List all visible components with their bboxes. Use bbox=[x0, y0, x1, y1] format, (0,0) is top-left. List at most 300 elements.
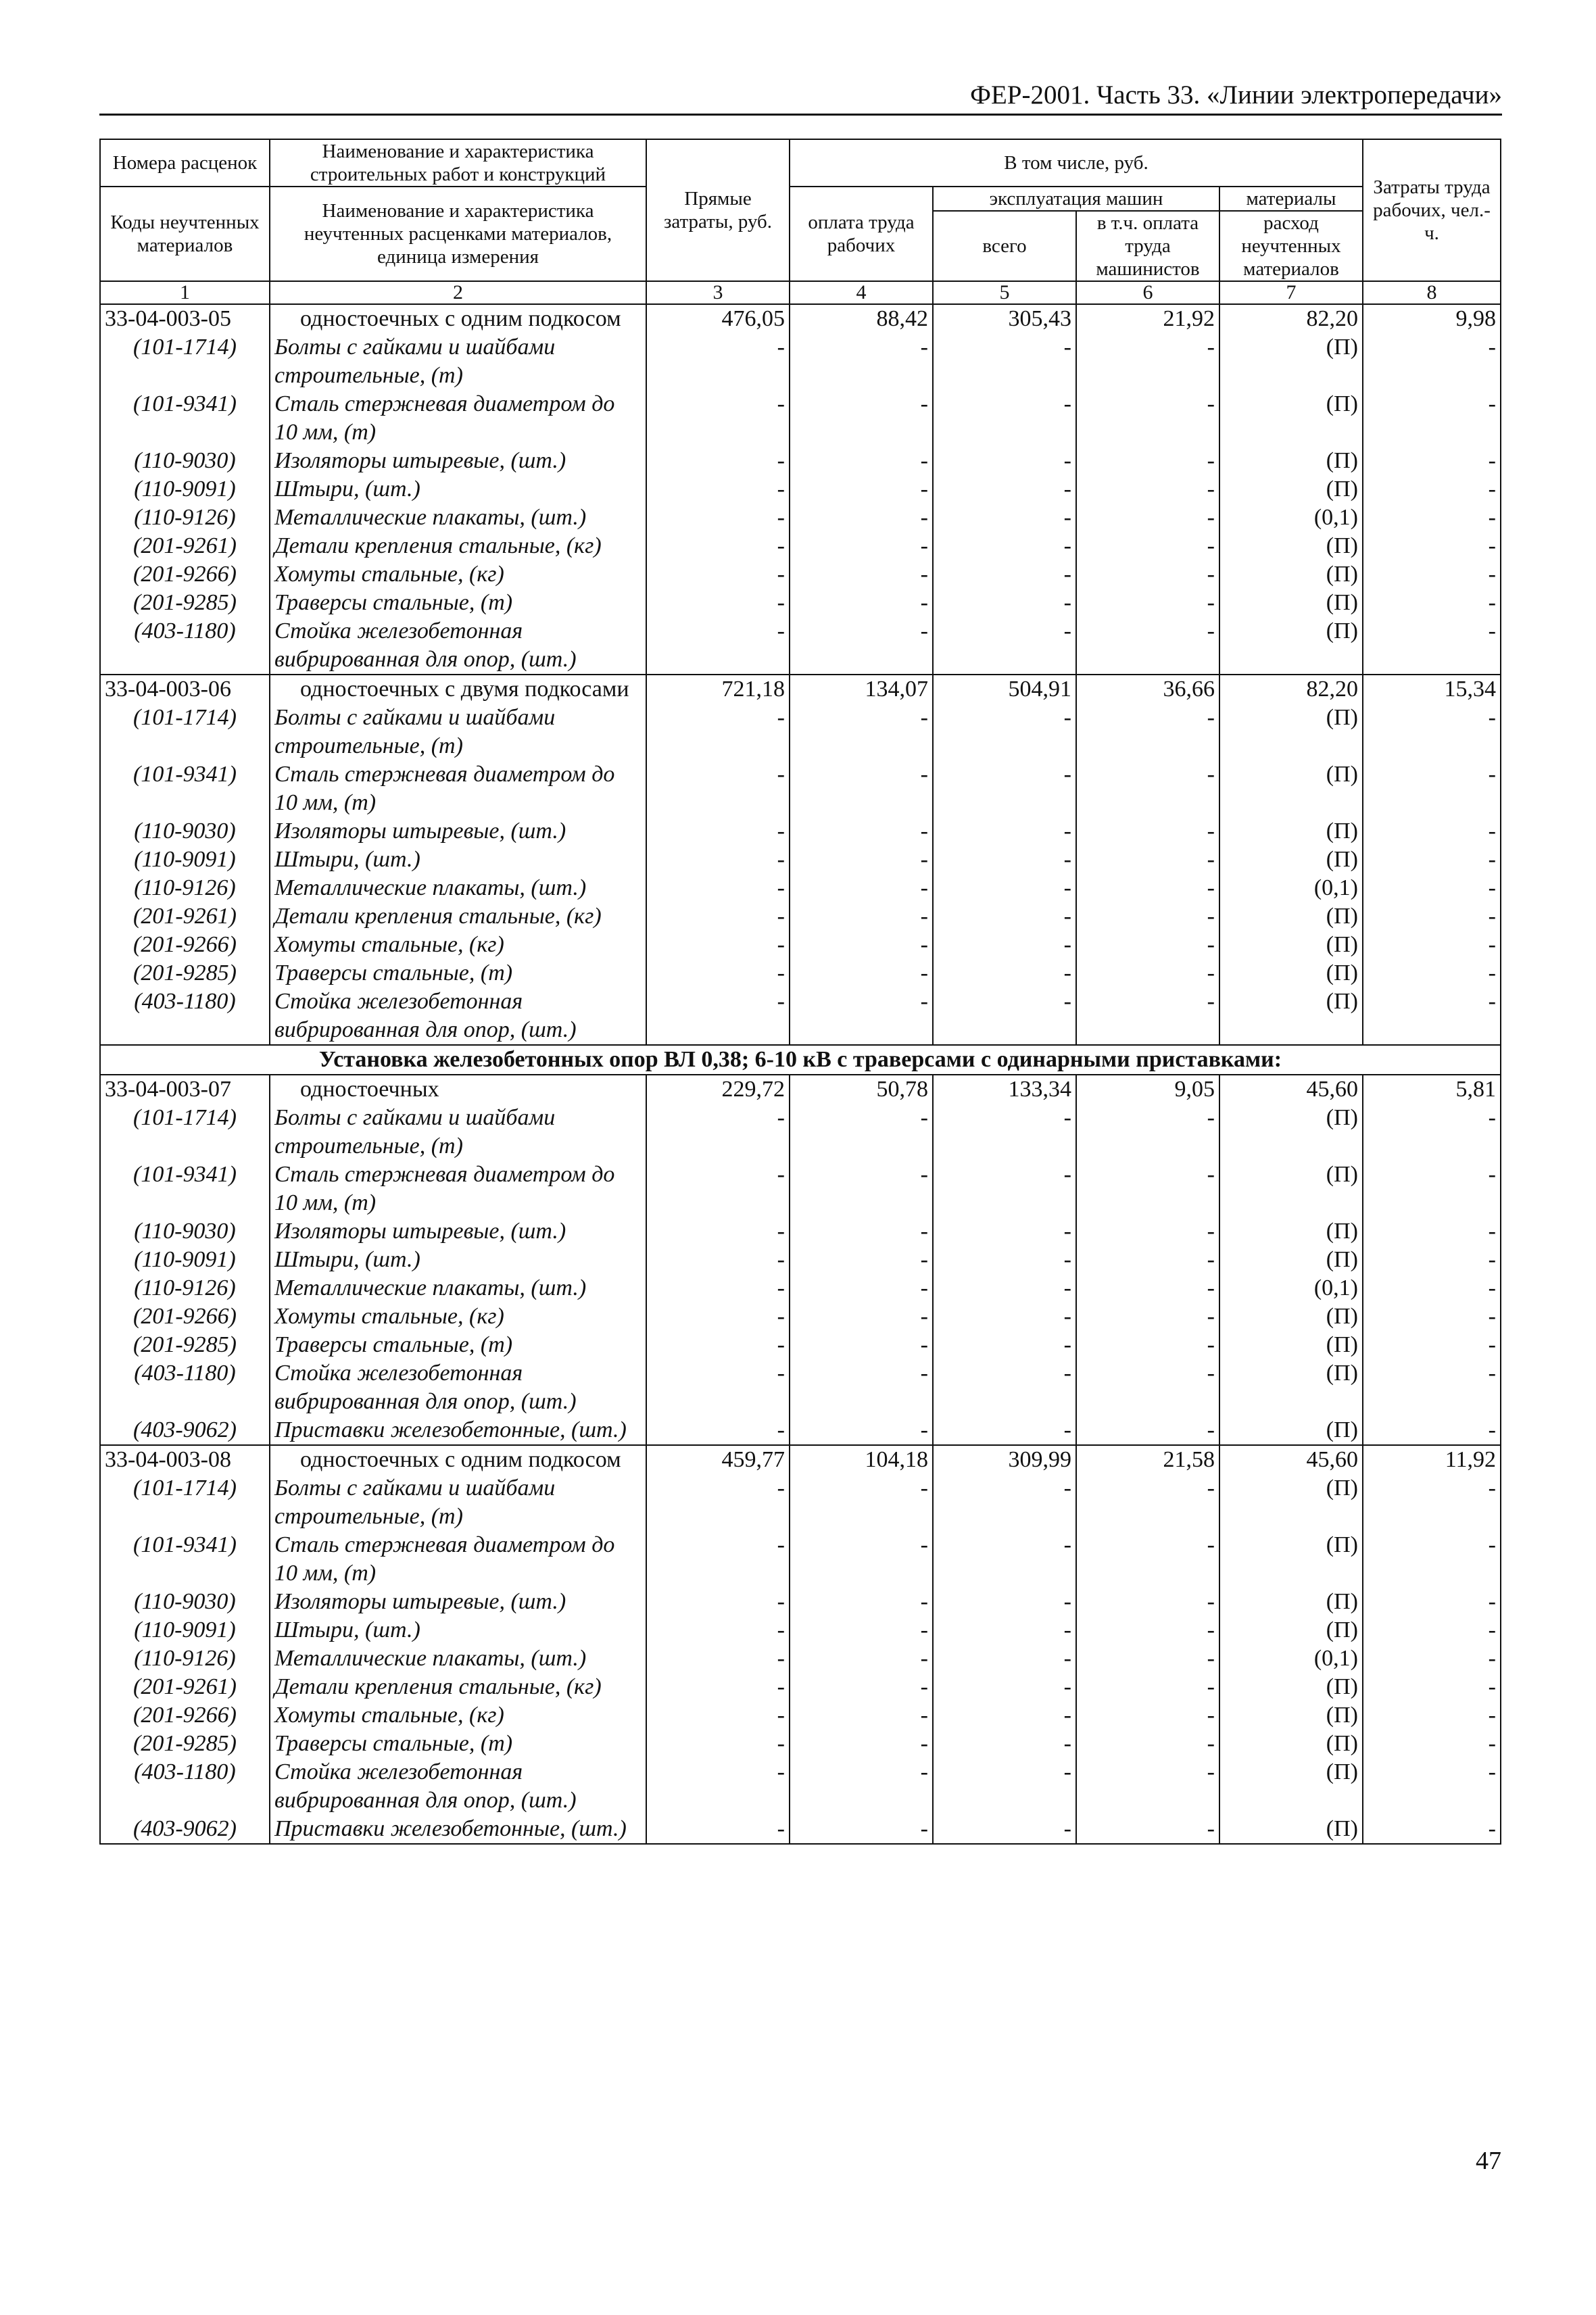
machines-total-cell: - bbox=[933, 1302, 1076, 1331]
machines-total-cell: - bbox=[933, 1531, 1076, 1588]
material-row bbox=[100, 874, 1501, 902]
material-name: Траверсы стальные, (т) bbox=[270, 1331, 646, 1359]
material-code: (101-9341) bbox=[100, 390, 270, 447]
material-code: (201-9285) bbox=[100, 959, 270, 988]
rates-table bbox=[99, 139, 1501, 1845]
machines-total-cell: - bbox=[933, 1416, 1076, 1445]
worker-pay-cell: - bbox=[790, 1246, 933, 1274]
material-row bbox=[100, 1531, 1501, 1588]
column-number: 1 bbox=[100, 281, 270, 304]
materials-cell: (П) bbox=[1219, 1701, 1363, 1730]
material-name: Детали крепления стальные, (кг) bbox=[270, 532, 646, 560]
operator-pay-cell: - bbox=[1076, 1531, 1219, 1588]
direct-costs-cell: - bbox=[646, 475, 790, 504]
header-including: В том числе, руб. bbox=[790, 139, 1363, 187]
material-name: Стойка железобетонная вибрированная для опор, (шт.) bbox=[270, 1359, 646, 1416]
table-header bbox=[100, 139, 1501, 304]
direct-costs-cell: - bbox=[646, 1474, 790, 1531]
material-row bbox=[100, 959, 1501, 988]
material-code: (110-9126) bbox=[100, 504, 270, 532]
material-name: Штыри, (шт.) bbox=[270, 1616, 646, 1644]
work-name: одностоечных с одним подкосом bbox=[270, 304, 646, 333]
labor-hours-cell: - bbox=[1363, 1161, 1501, 1217]
machines-total-cell: - bbox=[933, 1730, 1076, 1758]
machines-total-cell: - bbox=[933, 1758, 1076, 1815]
material-row bbox=[100, 846, 1501, 874]
machines-total-cell: - bbox=[933, 532, 1076, 560]
materials-cell: 82,20 bbox=[1219, 675, 1363, 704]
material-code: (101-1714) bbox=[100, 333, 270, 390]
machines-total-cell: - bbox=[933, 1331, 1076, 1359]
labor-hours-cell: - bbox=[1363, 1730, 1501, 1758]
header-material-name: Наименование и характеристика неучтенных расценками материалов, единица измерения bbox=[270, 187, 646, 281]
direct-costs-cell: - bbox=[646, 846, 790, 874]
material-name: Штыри, (шт.) bbox=[270, 846, 646, 874]
material-code: (101-9341) bbox=[100, 1161, 270, 1217]
direct-costs-cell: 459,77 bbox=[646, 1445, 790, 1474]
header-machines-group: эксплуатация машин bbox=[933, 187, 1219, 211]
materials-cell: (П) bbox=[1219, 617, 1363, 675]
column-number: 7 bbox=[1219, 281, 1363, 304]
machines-total-cell: - bbox=[933, 1161, 1076, 1217]
direct-costs-cell: - bbox=[646, 1673, 790, 1701]
material-name: Болты с гайками и шайбами строительные, (т) bbox=[270, 1104, 646, 1161]
operator-pay-cell: 36,66 bbox=[1076, 675, 1219, 704]
material-row bbox=[100, 1161, 1501, 1217]
worker-pay-cell: 104,18 bbox=[790, 1445, 933, 1474]
machines-total-cell: - bbox=[933, 1474, 1076, 1531]
materials-cell: (П) bbox=[1219, 704, 1363, 760]
material-code: (110-9091) bbox=[100, 1616, 270, 1644]
material-name: Приставки железобетонные, (шт.) bbox=[270, 1416, 646, 1445]
material-name: Стойка железобетонная вибрированная для опор, (шт.) bbox=[270, 1758, 646, 1815]
labor-hours-cell: - bbox=[1363, 1246, 1501, 1274]
machines-total-cell: - bbox=[933, 1246, 1076, 1274]
materials-cell: (П) bbox=[1219, 902, 1363, 931]
material-code: (403-1180) bbox=[100, 988, 270, 1045]
direct-costs-cell: - bbox=[646, 560, 790, 589]
labor-hours-cell: - bbox=[1363, 931, 1501, 959]
material-code: (101-9341) bbox=[100, 1531, 270, 1588]
direct-costs-cell: - bbox=[646, 760, 790, 817]
direct-costs-cell: - bbox=[646, 390, 790, 447]
direct-costs-cell: - bbox=[646, 1416, 790, 1445]
materials-cell: (П) bbox=[1219, 1161, 1363, 1217]
machines-total-cell: - bbox=[933, 617, 1076, 675]
labor-hours-cell: - bbox=[1363, 959, 1501, 988]
operator-pay-cell: - bbox=[1076, 1644, 1219, 1673]
worker-pay-cell: - bbox=[790, 1616, 933, 1644]
material-name: Болты с гайками и шайбами строительные, (т) bbox=[270, 1474, 646, 1531]
materials-cell: (П) bbox=[1219, 817, 1363, 846]
material-code: (201-9266) bbox=[100, 1701, 270, 1730]
labor-hours-cell: - bbox=[1363, 1302, 1501, 1331]
material-code: (403-9062) bbox=[100, 1815, 270, 1844]
material-name: Траверсы стальные, (т) bbox=[270, 1730, 646, 1758]
materials-cell: (П) bbox=[1219, 1246, 1363, 1274]
worker-pay-cell: - bbox=[790, 1701, 933, 1730]
material-code: (110-9030) bbox=[100, 447, 270, 475]
material-name: Хомуты стальные, (кг) bbox=[270, 931, 646, 959]
labor-hours-cell: - bbox=[1363, 560, 1501, 589]
worker-pay-cell: - bbox=[790, 704, 933, 760]
material-name: Детали крепления стальные, (кг) bbox=[270, 902, 646, 931]
column-number: 5 bbox=[933, 281, 1076, 304]
labor-hours-cell: - bbox=[1363, 874, 1501, 902]
materials-cell: (П) bbox=[1219, 589, 1363, 617]
worker-pay-cell: - bbox=[790, 333, 933, 390]
labor-hours-cell: - bbox=[1363, 1359, 1501, 1416]
material-code: (101-1714) bbox=[100, 1474, 270, 1531]
material-code: (201-9285) bbox=[100, 1331, 270, 1359]
direct-costs-cell: - bbox=[646, 1302, 790, 1331]
machines-total-cell: 133,34 bbox=[933, 1075, 1076, 1104]
operator-pay-cell: - bbox=[1076, 1730, 1219, 1758]
materials-cell: (П) bbox=[1219, 1588, 1363, 1616]
operator-pay-cell: - bbox=[1076, 1474, 1219, 1531]
table-body bbox=[100, 304, 1501, 1844]
operator-pay-cell: - bbox=[1076, 1331, 1219, 1359]
operator-pay-cell: - bbox=[1076, 589, 1219, 617]
labor-hours-cell: - bbox=[1363, 760, 1501, 817]
materials-cell: (П) bbox=[1219, 1104, 1363, 1161]
material-name: Изоляторы штыревые, (шт.) bbox=[270, 817, 646, 846]
material-name: Стойка железобетонная вибрированная для опор, (шт.) bbox=[270, 617, 646, 675]
direct-costs-cell: - bbox=[646, 1730, 790, 1758]
material-name: Изоляторы штыревые, (шт.) bbox=[270, 447, 646, 475]
labor-hours-cell: - bbox=[1363, 390, 1501, 447]
header-divider bbox=[99, 114, 1502, 116]
material-name: Приставки железобетонные, (шт.) bbox=[270, 1815, 646, 1844]
column-number: 4 bbox=[790, 281, 933, 304]
material-code: (403-1180) bbox=[100, 617, 270, 675]
operator-pay-cell: - bbox=[1076, 1416, 1219, 1445]
material-name: Металлические плакаты, (шт.) bbox=[270, 1644, 646, 1673]
rate-row bbox=[100, 1075, 1501, 1104]
material-code: (101-1714) bbox=[100, 1104, 270, 1161]
column-number: 3 bbox=[646, 281, 790, 304]
worker-pay-cell: - bbox=[790, 617, 933, 675]
material-row bbox=[100, 1246, 1501, 1274]
header-direct-costs: Прямые затраты, руб. bbox=[646, 139, 790, 281]
page-header-title: ФЕР-2001. Часть 33. «Линии электропередачи» bbox=[970, 80, 1502, 109]
labor-hours-cell: - bbox=[1363, 902, 1501, 931]
machines-total-cell: - bbox=[933, 1274, 1076, 1302]
labor-hours-cell: - bbox=[1363, 1274, 1501, 1302]
machines-total-cell: - bbox=[933, 1673, 1076, 1701]
rate-code: 33-04-003-07 bbox=[100, 1075, 270, 1104]
labor-hours-cell: - bbox=[1363, 846, 1501, 874]
materials-cell: (П) bbox=[1219, 760, 1363, 817]
materials-cell: 45,60 bbox=[1219, 1075, 1363, 1104]
header-material-codes: Коды неучтенных материалов bbox=[100, 187, 270, 281]
direct-costs-cell: - bbox=[646, 1531, 790, 1588]
material-row bbox=[100, 504, 1501, 532]
direct-costs-cell: - bbox=[646, 617, 790, 675]
material-row bbox=[100, 589, 1501, 617]
direct-costs-cell: 721,18 bbox=[646, 675, 790, 704]
direct-costs-cell: - bbox=[646, 874, 790, 902]
operator-pay-cell: - bbox=[1076, 447, 1219, 475]
materials-cell: (П) bbox=[1219, 1815, 1363, 1844]
operator-pay-cell: - bbox=[1076, 817, 1219, 846]
labor-hours-cell: 11,92 bbox=[1363, 1445, 1501, 1474]
material-code: (201-9266) bbox=[100, 931, 270, 959]
header-worker-pay: оплата труда рабочих bbox=[790, 187, 933, 281]
material-row bbox=[100, 988, 1501, 1045]
direct-costs-cell: - bbox=[646, 1331, 790, 1359]
materials-cell: (П) bbox=[1219, 1302, 1363, 1331]
materials-cell: 45,60 bbox=[1219, 1445, 1363, 1474]
worker-pay-cell: - bbox=[790, 504, 933, 532]
worker-pay-cell: 88,42 bbox=[790, 304, 933, 333]
operator-pay-cell: - bbox=[1076, 1815, 1219, 1844]
material-row bbox=[100, 1644, 1501, 1673]
material-name: Траверсы стальные, (т) bbox=[270, 589, 646, 617]
material-name: Штыри, (шт.) bbox=[270, 475, 646, 504]
operator-pay-cell: - bbox=[1076, 617, 1219, 675]
labor-hours-cell: - bbox=[1363, 1758, 1501, 1815]
materials-cell: (П) bbox=[1219, 1730, 1363, 1758]
material-row bbox=[100, 333, 1501, 390]
material-row bbox=[100, 1474, 1501, 1531]
column-number: 2 bbox=[270, 281, 646, 304]
materials-cell: (П) bbox=[1219, 560, 1363, 589]
machines-total-cell: - bbox=[933, 959, 1076, 988]
header-materials-group: материалы bbox=[1219, 187, 1363, 211]
header-labor-hours: Затраты труда рабочих, чел.-ч. bbox=[1363, 139, 1501, 281]
worker-pay-cell: - bbox=[790, 760, 933, 817]
material-name: Болты с гайками и шайбами строительные, (т) bbox=[270, 333, 646, 390]
material-row bbox=[100, 1331, 1501, 1359]
section-heading-row bbox=[100, 1045, 1501, 1075]
operator-pay-cell: - bbox=[1076, 1217, 1219, 1246]
worker-pay-cell: - bbox=[790, 1104, 933, 1161]
machines-total-cell: - bbox=[933, 931, 1076, 959]
labor-hours-cell: - bbox=[1363, 1474, 1501, 1531]
worker-pay-cell: - bbox=[790, 1359, 933, 1416]
section-heading: Установка железобетонных опор ВЛ 0,38; 6-10 кВ с траверсами с одинарными приставками: bbox=[100, 1045, 1501, 1075]
material-name: Хомуты стальные, (кг) bbox=[270, 1701, 646, 1730]
material-code: (110-9030) bbox=[100, 1217, 270, 1246]
rate-row bbox=[100, 1445, 1501, 1474]
labor-hours-cell: - bbox=[1363, 704, 1501, 760]
worker-pay-cell: - bbox=[790, 1217, 933, 1246]
material-row bbox=[100, 931, 1501, 959]
material-code: (201-9261) bbox=[100, 532, 270, 560]
machines-total-cell: - bbox=[933, 447, 1076, 475]
material-row bbox=[100, 1758, 1501, 1815]
worker-pay-cell: - bbox=[790, 1815, 933, 1844]
materials-cell: (П) bbox=[1219, 390, 1363, 447]
machines-total-cell: - bbox=[933, 1217, 1076, 1246]
labor-hours-cell: - bbox=[1363, 1588, 1501, 1616]
direct-costs-cell: - bbox=[646, 931, 790, 959]
material-row bbox=[100, 1104, 1501, 1161]
header-rate-numbers: Номера расценок bbox=[100, 139, 270, 187]
material-row bbox=[100, 760, 1501, 817]
column-numbers-row bbox=[100, 281, 1501, 304]
materials-cell: (П) bbox=[1219, 1673, 1363, 1701]
material-code: (110-9091) bbox=[100, 846, 270, 874]
material-row bbox=[100, 1588, 1501, 1616]
materials-cell: (П) bbox=[1219, 333, 1363, 390]
material-name: Металлические плакаты, (шт.) bbox=[270, 1274, 646, 1302]
material-name: Изоляторы штыревые, (шт.) bbox=[270, 1588, 646, 1616]
operator-pay-cell: - bbox=[1076, 902, 1219, 931]
material-name: Детали крепления стальные, (кг) bbox=[270, 1673, 646, 1701]
operator-pay-cell: - bbox=[1076, 390, 1219, 447]
labor-hours-cell: - bbox=[1363, 532, 1501, 560]
material-row bbox=[100, 902, 1501, 931]
operator-pay-cell: - bbox=[1076, 1701, 1219, 1730]
material-row bbox=[100, 1217, 1501, 1246]
material-row bbox=[100, 617, 1501, 675]
direct-costs-cell: - bbox=[646, 817, 790, 846]
direct-costs-cell: - bbox=[646, 532, 790, 560]
worker-pay-cell: - bbox=[790, 1644, 933, 1673]
operator-pay-cell: - bbox=[1076, 846, 1219, 874]
material-row bbox=[100, 1616, 1501, 1644]
direct-costs-cell: - bbox=[646, 902, 790, 931]
material-name: Металлические плакаты, (шт.) bbox=[270, 874, 646, 902]
operator-pay-cell: - bbox=[1076, 1359, 1219, 1416]
worker-pay-cell: - bbox=[790, 1302, 933, 1331]
operator-pay-cell: - bbox=[1076, 988, 1219, 1045]
rate-code: 33-04-003-06 bbox=[100, 675, 270, 704]
operator-pay-cell: 21,58 bbox=[1076, 1445, 1219, 1474]
machines-total-cell: 305,43 bbox=[933, 304, 1076, 333]
materials-cell: (П) bbox=[1219, 1531, 1363, 1588]
worker-pay-cell: - bbox=[790, 1730, 933, 1758]
labor-hours-cell: - bbox=[1363, 1701, 1501, 1730]
materials-cell: (0,1) bbox=[1219, 874, 1363, 902]
labor-hours-cell: - bbox=[1363, 504, 1501, 532]
machines-total-cell: - bbox=[933, 874, 1076, 902]
machines-total-cell: - bbox=[933, 333, 1076, 390]
material-row bbox=[100, 1416, 1501, 1445]
direct-costs-cell: - bbox=[646, 704, 790, 760]
labor-hours-cell: - bbox=[1363, 1104, 1501, 1161]
operator-pay-cell: - bbox=[1076, 760, 1219, 817]
operator-pay-cell: - bbox=[1076, 1588, 1219, 1616]
materials-cell: (П) bbox=[1219, 475, 1363, 504]
material-row bbox=[100, 1673, 1501, 1701]
material-name: Сталь стержневая диаметром до 10 мм, (т) bbox=[270, 760, 646, 817]
worker-pay-cell: - bbox=[790, 1758, 933, 1815]
material-row bbox=[100, 1359, 1501, 1416]
direct-costs-cell: - bbox=[646, 1161, 790, 1217]
machines-total-cell: - bbox=[933, 1588, 1076, 1616]
machines-total-cell: - bbox=[933, 846, 1076, 874]
operator-pay-cell: - bbox=[1076, 475, 1219, 504]
labor-hours-cell: - bbox=[1363, 1416, 1501, 1445]
header-machines-total: всего bbox=[933, 211, 1076, 281]
material-code: (201-9261) bbox=[100, 902, 270, 931]
material-row bbox=[100, 1815, 1501, 1844]
material-row bbox=[100, 560, 1501, 589]
materials-cell: (П) bbox=[1219, 1416, 1363, 1445]
machines-total-cell: - bbox=[933, 1644, 1076, 1673]
labor-hours-cell: - bbox=[1363, 475, 1501, 504]
operator-pay-cell: - bbox=[1076, 1274, 1219, 1302]
rate-code: 33-04-003-05 bbox=[100, 304, 270, 333]
machines-total-cell: - bbox=[933, 988, 1076, 1045]
machines-total-cell: - bbox=[933, 560, 1076, 589]
labor-hours-cell: - bbox=[1363, 617, 1501, 675]
direct-costs-cell: - bbox=[646, 1588, 790, 1616]
materials-cell: (П) bbox=[1219, 1758, 1363, 1815]
machines-total-cell: - bbox=[933, 390, 1076, 447]
work-name: одностоечных с двумя подкосами bbox=[270, 675, 646, 704]
worker-pay-cell: - bbox=[790, 846, 933, 874]
material-row bbox=[100, 1730, 1501, 1758]
material-code: (101-1714) bbox=[100, 704, 270, 760]
worker-pay-cell: - bbox=[790, 447, 933, 475]
labor-hours-cell: - bbox=[1363, 1815, 1501, 1844]
material-row bbox=[100, 447, 1501, 475]
machines-total-cell: - bbox=[933, 1616, 1076, 1644]
labor-hours-cell: - bbox=[1363, 447, 1501, 475]
labor-hours-cell: 5,81 bbox=[1363, 1075, 1501, 1104]
direct-costs-cell: - bbox=[646, 447, 790, 475]
materials-cell: (П) bbox=[1219, 1474, 1363, 1531]
materials-cell: (0,1) bbox=[1219, 1274, 1363, 1302]
direct-costs-cell: - bbox=[646, 1758, 790, 1815]
material-name: Хомуты стальные, (кг) bbox=[270, 560, 646, 589]
material-name: Штыри, (шт.) bbox=[270, 1246, 646, 1274]
material-name: Болты с гайками и шайбами строительные, (т) bbox=[270, 704, 646, 760]
material-code: (110-9091) bbox=[100, 1246, 270, 1274]
machines-total-cell: - bbox=[933, 704, 1076, 760]
operator-pay-cell: 21,92 bbox=[1076, 304, 1219, 333]
labor-hours-cell: - bbox=[1363, 333, 1501, 390]
direct-costs-cell: - bbox=[646, 1644, 790, 1673]
material-row bbox=[100, 475, 1501, 504]
header-unaccounted-materials: расход неучтенных материалов bbox=[1219, 211, 1363, 281]
machines-total-cell: - bbox=[933, 817, 1076, 846]
operator-pay-cell: - bbox=[1076, 1616, 1219, 1644]
material-row bbox=[100, 817, 1501, 846]
labor-hours-cell: - bbox=[1363, 817, 1501, 846]
direct-costs-cell: 229,72 bbox=[646, 1075, 790, 1104]
materials-cell: (П) bbox=[1219, 931, 1363, 959]
operator-pay-cell: - bbox=[1076, 1104, 1219, 1161]
materials-cell: (П) bbox=[1219, 846, 1363, 874]
material-name: Сталь стержневая диаметром до 10 мм, (т) bbox=[270, 1161, 646, 1217]
worker-pay-cell: - bbox=[790, 1274, 933, 1302]
materials-cell: (П) bbox=[1219, 1217, 1363, 1246]
operator-pay-cell: - bbox=[1076, 1758, 1219, 1815]
labor-hours-cell: - bbox=[1363, 1531, 1501, 1588]
material-name: Стойка железобетонная вибрированная для опор, (шт.) bbox=[270, 988, 646, 1045]
material-code: (201-9261) bbox=[100, 1673, 270, 1701]
material-name: Траверсы стальные, (т) bbox=[270, 959, 646, 988]
worker-pay-cell: - bbox=[790, 902, 933, 931]
material-row bbox=[100, 1701, 1501, 1730]
worker-pay-cell: - bbox=[790, 1673, 933, 1701]
machines-total-cell: - bbox=[933, 589, 1076, 617]
material-code: (201-9266) bbox=[100, 1302, 270, 1331]
material-row bbox=[100, 1302, 1501, 1331]
operator-pay-cell: - bbox=[1076, 931, 1219, 959]
machines-total-cell: - bbox=[933, 760, 1076, 817]
rate-row bbox=[100, 675, 1501, 704]
material-code: (110-9030) bbox=[100, 817, 270, 846]
operator-pay-cell: - bbox=[1076, 504, 1219, 532]
worker-pay-cell: - bbox=[790, 1474, 933, 1531]
material-name: Изоляторы штыревые, (шт.) bbox=[270, 1217, 646, 1246]
